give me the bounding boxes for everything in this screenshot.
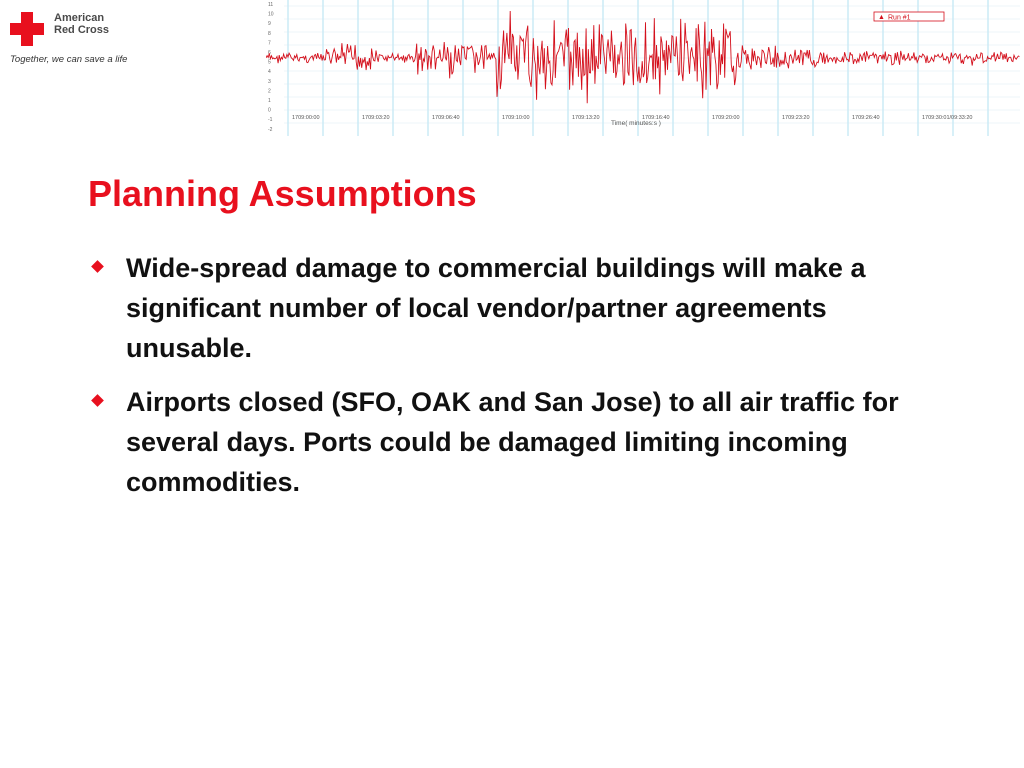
bullet-text: Wide-spread damage to commercial buildings will make a significant number of local vendor/partner agreements unusable. (126, 253, 866, 363)
bullet-list (88, 248, 968, 516)
seismograph-x-tick: 1709:16:40 (642, 115, 670, 121)
seismograph-y-tick: 8 (268, 30, 271, 37)
red-cross-logo (10, 10, 140, 70)
seismograph-y-tick: 7 (268, 40, 271, 47)
seismograph-legend (874, 12, 944, 22)
seismograph-y-tick: 9 (268, 21, 271, 28)
bullet-text: Airports closed (SFO, OAK and San Jose) to all air traffic for several days. Ports could be damaged limiting incoming commodities. (126, 387, 899, 497)
seismograph-y-tick: 6 (268, 50, 271, 56)
seismograph-y-tick: -2 (268, 126, 273, 133)
seismograph-image (266, 0, 1020, 138)
seismograph-x-tick: 1709:00:00 (292, 115, 320, 121)
seismograph-y-tick: 2 (268, 88, 271, 95)
seismograph-x-tick: 1709:23:20 (782, 115, 810, 121)
seismograph-y-tick: 1 (268, 98, 271, 104)
seismograph-legend-label: Run #1 (888, 14, 911, 22)
seismograph-x-tick: 1709:06:40 (432, 115, 460, 121)
bullet-item (88, 248, 968, 368)
logo-name (54, 12, 144, 36)
seismograph-y-tick: 11 (268, 2, 274, 8)
seismograph-y-tick: 5 (268, 59, 271, 66)
seismograph-y-tick: 4 (268, 69, 271, 76)
seismograph-time-axis-label: Time( minutes:s ) (611, 120, 661, 127)
red-cross-icon (10, 12, 44, 46)
logo-tagline: Together, we can save a life (10, 54, 128, 65)
logo-name-line1: American (54, 12, 105, 24)
seismograph-x-tick: 1709:20:00 (712, 115, 740, 121)
seismograph-y-tick: 3 (268, 78, 271, 85)
diamond-bullet-icon (91, 260, 104, 273)
seismograph-x-tick: 1709:30:01/09:33:20 (922, 115, 973, 121)
logo-name-line2: Red Cross (54, 24, 110, 36)
svg-text:▲: ▲ (878, 14, 885, 21)
seismograph-x-tick: 1709:13:20 (572, 115, 600, 121)
seismograph-x-tick: 1709:10:00 (502, 115, 530, 121)
diamond-bullet-icon (91, 394, 104, 407)
seismograph-x-tick: 1709:26:40 (852, 115, 880, 121)
seismograph-y-tick: -1 (268, 117, 273, 124)
slide-title: Planning Assumptions (88, 173, 477, 214)
seismograph-y-tick: 0 (268, 107, 271, 114)
bullet-item (88, 382, 968, 502)
seismograph-y-tick: 10 (268, 11, 274, 18)
seismograph-x-tick: 1709:03:20 (362, 115, 390, 121)
